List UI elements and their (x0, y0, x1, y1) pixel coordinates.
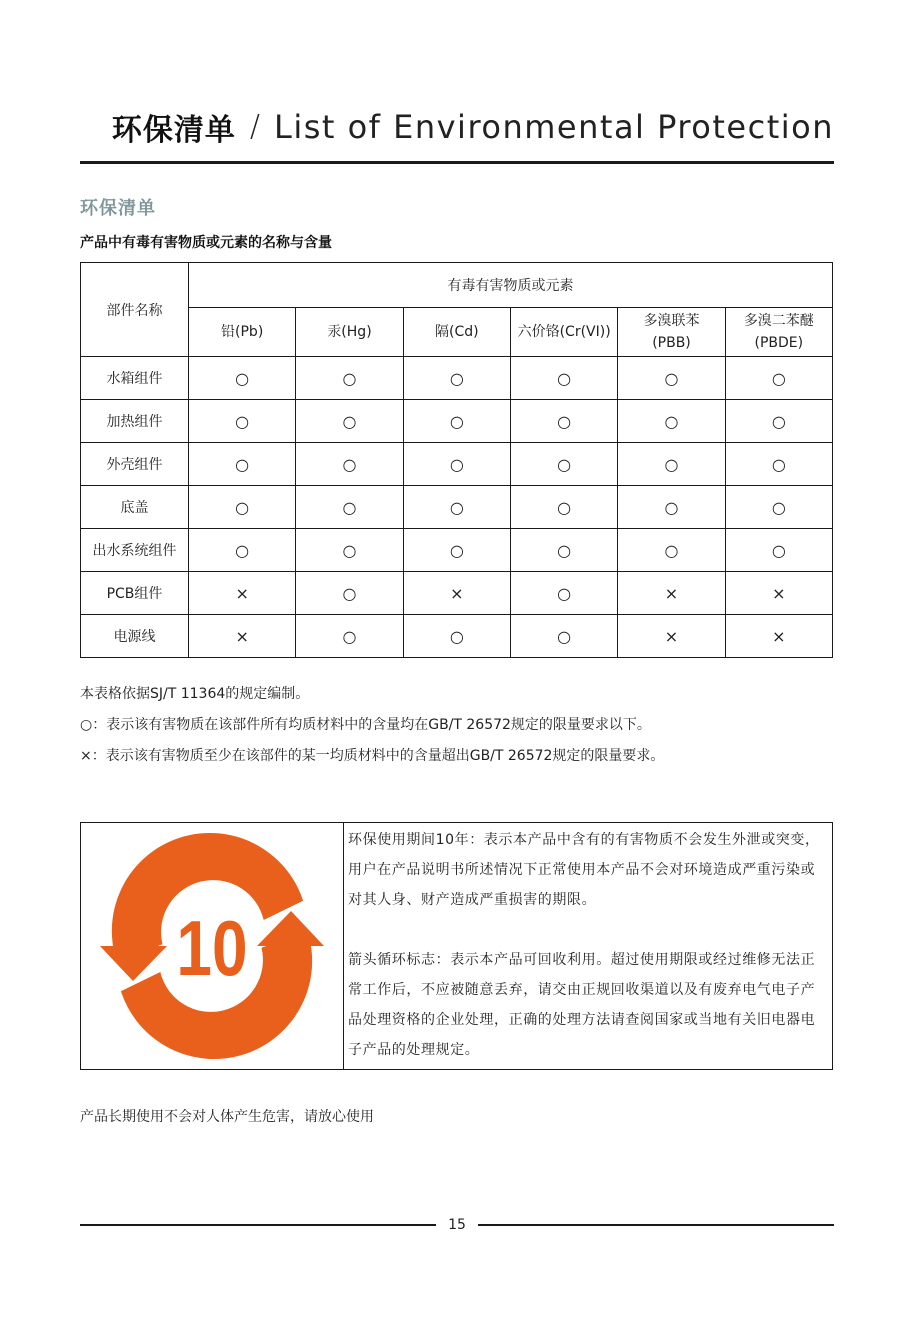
substance-column-header (189, 308, 296, 357)
substance-status-cell: ○ (296, 400, 403, 443)
substance-column-header (403, 308, 510, 357)
substance-status-cell: ○ (189, 357, 296, 400)
substance-status-cell: ○ (510, 357, 617, 400)
substance-status-cell: × (725, 572, 832, 615)
recycle-symbol-text: 箭头循环标志：表示本产品可回收利用。超过使用期限或经过维修无法正常工作后，不应被随意丢弃，请交由正规回收渠道以及有废弃电气电子产品处理资格的企业处理，正确的处理方法请查阅国家或当地有关旧电器电子产品的处理规定。 (348, 952, 816, 1058)
part-name-cell: 出水系统组件 (81, 529, 189, 572)
table-row (81, 486, 833, 529)
substance-status-cell: ○ (189, 400, 296, 443)
substance-status-cell: × (618, 572, 725, 615)
substance-status-cell: ○ (189, 443, 296, 486)
footer-rule-right (478, 1224, 834, 1226)
page-footer (80, 1214, 834, 1236)
substance-column-headers (81, 308, 833, 357)
efup-description (344, 823, 832, 1069)
substance-status-cell: ○ (725, 529, 832, 572)
substance-status-cell: × (403, 572, 510, 615)
substance-column-header (296, 308, 403, 357)
substance-status-cell: ○ (510, 486, 617, 529)
part-name-cell: 电源线 (81, 615, 189, 658)
substance-column-header (618, 308, 725, 357)
substance-status-cell: ○ (189, 529, 296, 572)
substance-status-cell: ○ (403, 357, 510, 400)
page-number: 15 (448, 1217, 466, 1233)
page-header (80, 100, 834, 164)
substance-status-cell: ○ (510, 400, 617, 443)
part-name-cell: 水箱组件 (81, 357, 189, 400)
safety-footnote: 产品长期使用不会对人体产生危害，请放心使用 (80, 1109, 374, 1125)
substance-status-cell: ○ (296, 615, 403, 658)
substance-status-cell: ○ (403, 529, 510, 572)
substance-status-cell: ○ (296, 486, 403, 529)
substance-status-cell: × (189, 615, 296, 658)
column-header-line2: (PBDE) (754, 335, 804, 351)
column-header-line1: 多溴二苯醚 (743, 313, 814, 329)
substance-status-cell: ○ (403, 486, 510, 529)
substance-status-cell: ○ (725, 357, 832, 400)
table-row (81, 615, 833, 658)
table-notes (80, 684, 664, 777)
part-name-cell: 底盖 (81, 486, 189, 529)
substance-status-cell: × (189, 572, 296, 615)
part-name-cell: 加热组件 (81, 400, 189, 443)
note-circle-meaning: ○：表示该有害物质在该部件所有均质材料中的含量均在GB/T 26572规定的限量要求以下。 (80, 717, 651, 733)
substance-status-cell: ○ (403, 615, 510, 658)
part-name-cell: PCB组件 (81, 572, 189, 615)
section-title: 环保清单 (80, 198, 156, 219)
substance-status-cell: × (725, 615, 832, 658)
substance-status-cell: ○ (296, 357, 403, 400)
substance-status-cell: ○ (618, 529, 725, 572)
column-header-line2: (PBB) (652, 335, 691, 351)
substance-status-cell: × (618, 615, 725, 658)
substance-status-cell: ○ (296, 443, 403, 486)
efup-logo-number: 10 (176, 905, 248, 993)
footer-rule-left (80, 1224, 436, 1226)
substance-status-cell: ○ (618, 486, 725, 529)
substance-column-header (510, 308, 617, 357)
column-header-line1: 隔(Cd) (435, 324, 479, 340)
table-row (81, 572, 833, 615)
substance-status-cell: ○ (403, 400, 510, 443)
table-row (81, 357, 833, 400)
table-row (81, 529, 833, 572)
efup-box (80, 822, 833, 1070)
column-header-line1: 汞(Hg) (327, 324, 372, 340)
substance-status-cell: ○ (725, 486, 832, 529)
note-cross-meaning: ×：表示该有害物质至少在该部件的某一均质材料中的含量超出GB/T 26572规定的限量要求。 (80, 748, 665, 764)
column-header-line1: 六价铬(Cr(VI)) (517, 324, 611, 340)
substance-status-cell: ○ (510, 615, 617, 658)
substance-status-cell: ○ (510, 443, 617, 486)
title-zh: 环保清单 (111, 112, 236, 148)
part-name-cell: 外壳组件 (81, 443, 189, 486)
substance-group-header: 有毒有害物质或元素 (189, 263, 833, 308)
table-row (81, 400, 833, 443)
substance-table (80, 262, 833, 658)
substance-status-cell: ○ (725, 400, 832, 443)
part-name-header: 部件名称 (81, 263, 189, 357)
substance-column-header (725, 308, 832, 357)
substance-status-cell: ○ (403, 443, 510, 486)
column-header-line1: 铅(Pb) (221, 324, 264, 340)
substance-status-cell: ○ (725, 443, 832, 486)
substance-status-cell: ○ (618, 357, 725, 400)
efup-logo-cell (81, 823, 344, 1069)
substance-status-cell: ○ (510, 529, 617, 572)
substance-status-cell: ○ (618, 443, 725, 486)
substance-table-body (81, 357, 833, 658)
substance-status-cell: ○ (296, 529, 403, 572)
substance-status-cell: ○ (296, 572, 403, 615)
substance-status-cell: ○ (618, 400, 725, 443)
table-row (81, 443, 833, 486)
title-separator: / (249, 109, 260, 144)
efup-period-text: 环保使用期间10年：表示本产品中含有的有害物质不会发生外泄或突变，用户在产品说明书所述情况下正常使用本产品不会对环境造成严重污染或对其人身、财产造成严重损害的期限。 (348, 832, 820, 908)
note-standard: 本表格依据SJ/T 11364的规定编制。 (80, 686, 310, 702)
column-header-line1: 多溴联苯 (643, 313, 700, 329)
section-subtitle: 产品中有毒有害物质或元素的名称与含量 (80, 235, 332, 251)
efup-10-year-logo-icon (81, 823, 343, 1069)
title-en: List of Environmental Protection (273, 107, 834, 146)
substance-status-cell: ○ (189, 486, 296, 529)
substance-status-cell: ○ (510, 572, 617, 615)
